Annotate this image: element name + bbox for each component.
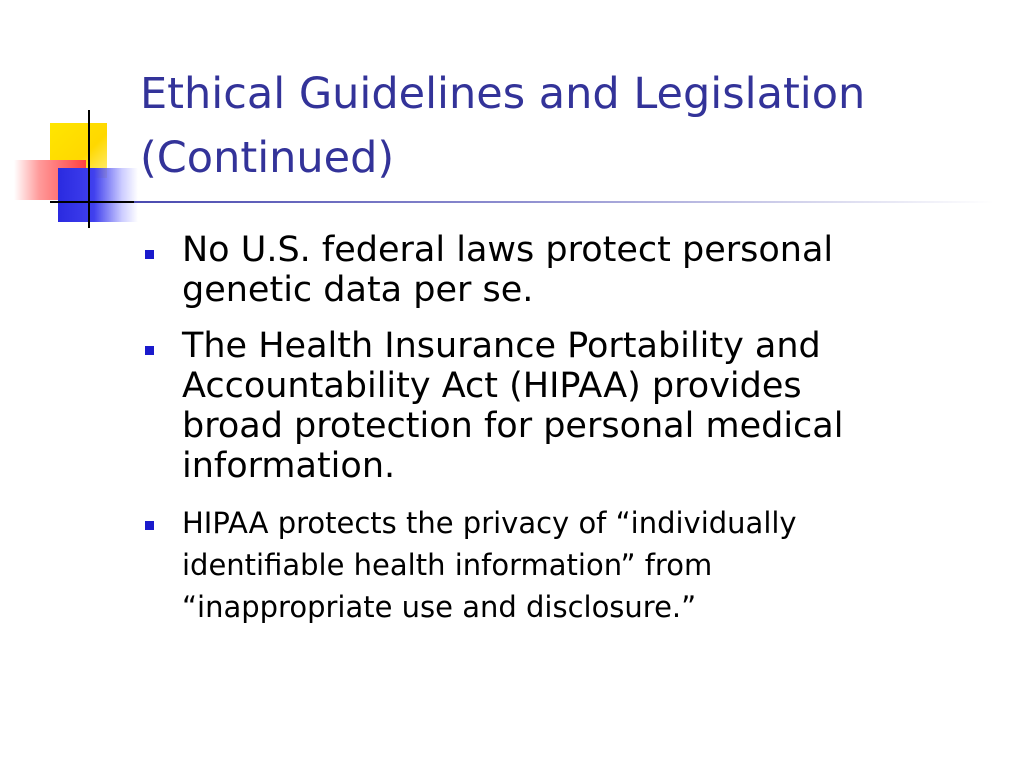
vertical-line-decoration <box>88 110 90 228</box>
bullet-text-line: HIPAA protects the privacy of “individually <box>182 506 797 540</box>
bullet-text-line: The Health Insurance Portability and <box>182 326 821 366</box>
bullet-text-line: identifiable health information” from <box>182 548 713 582</box>
bullet-text-line: information. <box>182 446 396 486</box>
bullet-text-line: genetic data per se. <box>182 270 534 310</box>
slide-title <box>140 62 1000 190</box>
bullet-text-line: “inappropriate use and disclosure.” <box>182 590 697 624</box>
bullet-text-line: No U.S. federal laws protect personal <box>182 230 834 270</box>
title-underline <box>134 201 994 203</box>
square-bullet-icon <box>145 521 154 530</box>
bullet-list <box>140 230 960 628</box>
blue-square-decoration <box>58 168 138 222</box>
square-bullet-icon <box>145 346 154 355</box>
slide-title-line-2: (Continued) <box>140 133 395 183</box>
bullet-item <box>140 326 960 486</box>
bullet-text-line: broad protection for personal medical <box>182 406 844 446</box>
bullet-item <box>140 502 960 628</box>
square-bullet-icon <box>145 250 154 259</box>
bullet-item <box>140 230 960 310</box>
bullet-text-line: Accountability Act (HIPAA) provides <box>182 366 802 406</box>
horizontal-line-decoration <box>50 201 134 203</box>
slide-title-line-1: Ethical Guidelines and Legislation <box>140 69 866 119</box>
